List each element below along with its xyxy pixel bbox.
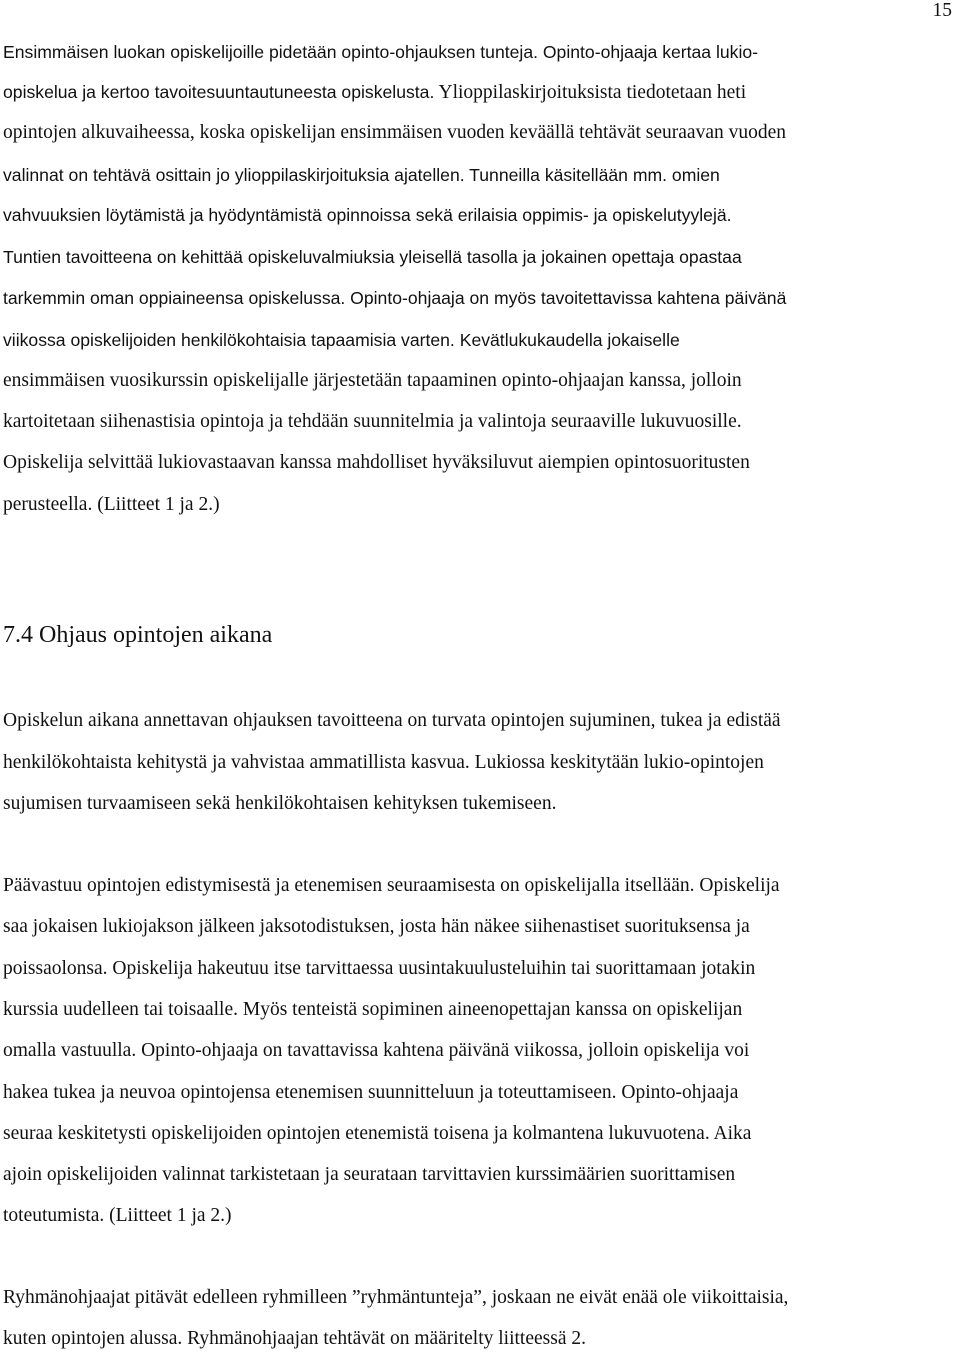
- paragraph-3-line-5: omalla vastuulla. Opinto-ohjaaja on tavattavissa kahtena päivänä viikossa, jolloin opiskelija voi: [3, 1040, 750, 1061]
- section-heading: 7.4 Ohjaus opintojen aikana: [3, 622, 273, 648]
- paragraph-1-line-12: perusteella. (Liitteet 1 ja 2.): [3, 494, 220, 515]
- paragraph-1-line-4: valinnat on tehtävä osittain jo ylioppilaskirjoituksia ajatellen. Tunneilla käsitellään mm. omien: [3, 165, 720, 185]
- paragraph-3-line-6: hakea tukea ja neuvoa opintojensa etenemisen suunnitteluun ja toteuttamiseen. Opinto-ohjaaja: [3, 1082, 739, 1103]
- paragraph-1-line-1: Ensimmäisen luokan opiskelijoille pidetään opinto-ohjauksen tunteja. Opinto-ohjaaja kertaa lukio-: [3, 42, 759, 62]
- paragraph-2-line-3: sujumisen turvaamiseen sekä henkilökohtaisen kehityksen tukemiseen.: [3, 793, 557, 814]
- paragraph-1-line-2-part-a: opiskelua ja kertoo tavoitesuuntautuneesta opiskelusta.: [3, 82, 435, 102]
- paragraph-1-line-7: tarkemmin oman oppiaineensa opiskelussa. Opinto-ohjaaja on myös tavoitettavissa kahtena päivänä: [3, 288, 787, 308]
- paragraph-4-line-1: Ryhmänohjaajat pitävät edelleen ryhmilleen ”ryhmäntunteja”, joskaan ne eivät enää ole viikoittaisia,: [3, 1287, 789, 1308]
- paragraph-1-line-2-part-b: Ylioppilaskirjoituksista tiedotetaan heti: [434, 82, 747, 103]
- paragraph-3-line-4: kurssia uudelleen tai toisaalle. Myös tenteistä sopiminen aineenopettajan kanssa on opiskelijan: [3, 999, 743, 1020]
- paragraph-1-line-3: opintojen alkuvaiheessa, koska opiskelijan ensimmäisen vuoden keväällä tehtävät seuraavan vuoden: [3, 122, 787, 143]
- page-number: 15: [932, 0, 952, 21]
- paragraph-3-line-7: seuraa keskitetysti opiskelijoiden opintojen etenemistä toisena ja kolmantena lukuvuotena. Aika: [3, 1123, 752, 1144]
- paragraph-3-line-9: toteutumista. (Liitteet 1 ja 2.): [3, 1205, 232, 1226]
- paragraph-3-line-1: Päävastuu opintojen edistymisestä ja etenemisen seuraamisesta on opiskelijalla itsellään. Opiskelija: [3, 875, 780, 896]
- paragraph-1-line-5: vahvuuksien löytämistä ja hyödyntämistä opinnoissa sekä erilaisia oppimis- ja opiskelutyylejä.: [3, 205, 732, 225]
- paragraph-3-line-8: ajoin opiskelijoiden valinnat tarkistetaan ja seurataan tarvittavien kurssimäärien suorittamisen: [3, 1164, 736, 1185]
- paragraph-1-line-2: [3, 80, 746, 105]
- paragraph-1-line-10: kartoitetaan siihenastisia opintoja ja tehdään suunnitelmia ja valintoja seuraaville lukuvuosille.: [3, 411, 742, 432]
- paragraph-2-line-2: henkilökohtaista kehitystä ja vahvistaa ammatillista kasvua. Lukiossa keskitytään lukio-opintojen: [3, 752, 764, 773]
- paragraph-2-line-1: Opiskelun aikana annettavan ohjauksen tavoitteena on turvata opintojen sujuminen, tukea ja edistää: [3, 710, 781, 731]
- paragraph-1-line-6: Tuntien tavoitteena on kehittää opiskeluvalmiuksia yleisellä tasolla ja jokainen opettaja opastaa: [3, 247, 742, 267]
- paragraph-1-line-8: viikossa opiskelijoiden henkilökohtaisia tapaamisia varten. Kevätlukukaudella jokaiselle: [3, 330, 680, 350]
- paragraph-4-line-2: kuten opintojen alussa. Ryhmänohjaajan tehtävät on määritelty liitteessä 2.: [3, 1328, 586, 1349]
- paragraph-3-line-3: poissaolonsa. Opiskelija hakeutuu itse tarvittaessa uusintakuulusteluihin tai suorittamaan jotakin: [3, 958, 756, 979]
- paragraph-3-line-2: saa jokaisen lukiojakson jälkeen jaksotodistuksen, josta hän näkee siihenastiset suorituksensa ja: [3, 916, 750, 937]
- paragraph-1-line-11: Opiskelija selvittää lukiovastaavan kanssa mahdolliset hyväksiluvut aiempien opintosuoritusten: [3, 452, 750, 473]
- paragraph-1-line-9: ensimmäisen vuosikurssin opiskelijalle järjestetään tapaaminen opinto-ohjaajan kanssa, jolloin: [3, 370, 742, 391]
